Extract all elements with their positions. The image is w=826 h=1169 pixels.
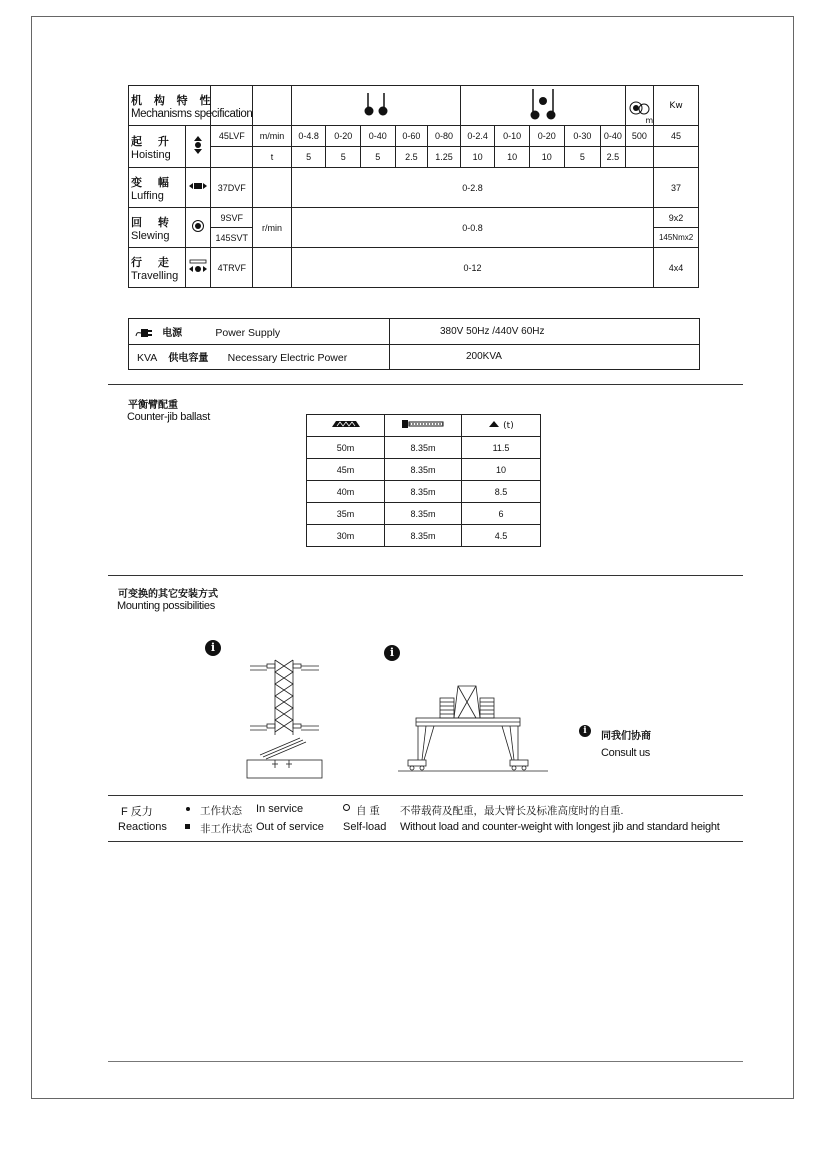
hoisting-load: 5 [361,147,396,168]
hoisting-speed: 0-60 [395,126,428,147]
hoisting-speed: 0-10 [495,126,530,147]
table-row: 40m 8.35m 8.5 [307,481,541,503]
travelling-model: 4TRVF [211,248,253,288]
slewing-range: 0-0.8 [291,208,653,248]
reactions-zh: F 反力 [121,806,153,818]
table-row: 30m 8.35m 4.5 [307,525,541,547]
two-fall-reeving-icon [291,86,460,126]
hoisting-load: 5 [326,147,361,168]
in-service-bullet-icon [186,807,190,811]
ballast-title-zh: 平衡臂配重 [128,400,178,411]
self-load-note-zh: 不带载荷及配重，最大臂长及标准高度时的自重. [400,805,624,817]
slewing-label: 回 转 Slewing [129,208,186,248]
out-of-service-zh: 非工作状态 [200,823,253,835]
table-row: 50m 8.35m 11.5 [307,437,541,459]
slewing-kw-2: 145Nmx2 [654,228,699,248]
travelling-kw: 4x4 [654,248,699,288]
divider [108,795,743,796]
hoisting-load: 2.5 [601,147,625,168]
kva-value: 200KVA [390,344,700,370]
hoisting-icon [185,126,210,168]
kw-header: Kw [654,86,699,126]
hoisting-load: 5 [291,147,326,168]
slewing-icon [185,208,210,248]
kva-label: KVA 供电容量 Necessary Electric Power [129,344,390,370]
hoisting-load-unit: t [253,147,292,168]
info-icon: i [205,640,221,656]
out-of-service-en: Out of service [256,821,324,833]
slewing-model-2: 145SVT [211,228,253,248]
ballast-block-icon [488,420,500,428]
hoisting-label: 起 升 Hoisting [129,126,186,168]
in-service-en: In service [256,803,304,815]
hoisting-speed: 0-80 [428,126,461,147]
mechanisms-header: 机 构 特 性 Mechanisms specification [129,86,211,126]
hoisting-speed: 0-30 [564,126,601,147]
table-row: 45m 8.35m 10 [307,459,541,481]
divider [108,384,743,385]
power-table [128,318,700,370]
travelling-icon [185,248,210,288]
ballast-weight-header: (t) [462,415,541,437]
hoisting-speed: 0-2.4 [460,126,495,147]
hoisting-load: 10 [460,147,495,168]
hoisting-model: 45LVF [211,126,253,147]
hoisting-speed: 0-20 [529,126,564,147]
ballast-table [306,414,541,547]
rope-drum-icon: m [625,86,653,126]
luffing-icon [185,168,210,208]
hoisting-speed: 0-40 [361,126,396,147]
hoisting-speed: 0-20 [326,126,361,147]
info-icon: i [579,725,591,737]
luffing-kw: 37 [654,168,699,208]
anchored-mast-drawing [245,660,325,780]
power-supply-label: 电源 Power Supply [129,319,390,345]
plug-icon [135,328,153,338]
mounting-title-en: Mounting possibilities [117,600,215,612]
divider [108,841,743,842]
self-load-note-en: Without load and counter-weight with longest jib and standard height [400,821,720,833]
hoisting-load: 5 [564,147,601,168]
slewing-kw-1: 9x2 [654,208,699,228]
counter-jib-icon [385,415,462,437]
hoisting-speed-unit: m/min [253,126,292,147]
self-load-zh: 自 重 [356,805,380,817]
hoisting-kw: 45 [654,126,699,147]
consult-zh: 同我们协商 [601,731,651,742]
mechanisms-table [128,85,699,288]
self-load-en: Self-load [343,821,387,833]
hoisting-speed: 0-40 [601,126,625,147]
ballast-title-en: Counter-jib ballast [127,411,210,423]
luffing-range: 0-2.8 [291,168,653,208]
divider [108,1061,743,1062]
info-icon: i [384,645,400,661]
slewing-unit: r/min [253,208,292,248]
hoisting-load: 2.5 [395,147,428,168]
power-supply-value: 380V 50Hz /440V 60Hz [390,319,700,345]
hoisting-load: 1.25 [428,147,461,168]
portal-gantry-drawing [398,682,548,774]
out-of-service-square-icon [185,824,190,829]
four-fall-reeving-icon [460,86,625,126]
slewing-model-1: 9SVF [211,208,253,228]
reactions-en: Reactions [118,821,167,833]
hoisting-speed: 0-4.8 [291,126,326,147]
in-service-zh: 工作状态 [200,805,242,817]
divider [108,575,743,576]
mounting-title-zh: 可变换的其它安装方式 [118,589,218,600]
consult-en: Consult us [601,747,650,759]
self-load-icon [343,804,350,811]
travelling-label: 行 走 Travelling [129,248,186,288]
travelling-range: 0-12 [291,248,653,288]
luffing-label: 变 幅 Luffing [129,168,186,208]
jib-length-icon [307,415,385,437]
table-row: 35m 8.35m 6 [307,503,541,525]
hoisting-load: 10 [495,147,530,168]
luffing-model: 37DVF [211,168,253,208]
hoisting-rope-length: 500 [625,126,653,147]
hoisting-load: 10 [529,147,564,168]
